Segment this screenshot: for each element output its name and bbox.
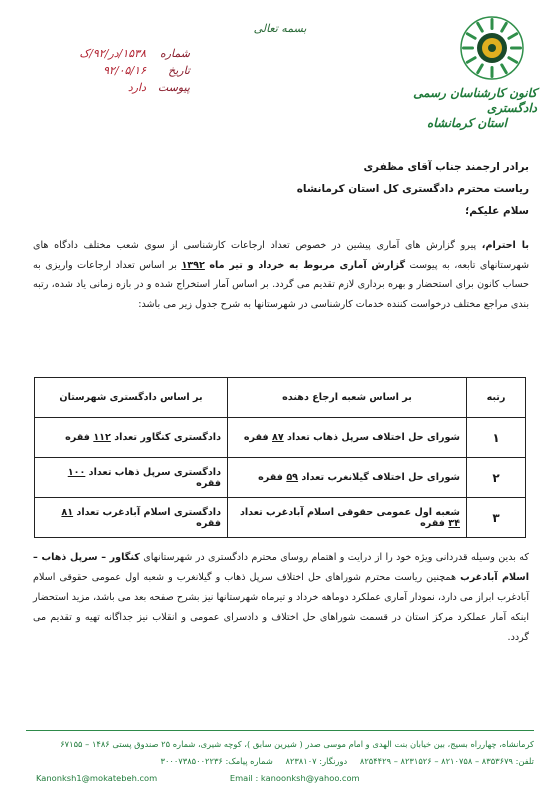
meta-number-value: ۱۵۳۸/در/۹۲/ک — [79, 47, 146, 60]
footer-online — [26, 772, 534, 784]
meta-date-row — [40, 62, 190, 79]
addressee-title: ریاست محترم دادگستری کل استان کرمانشاه — [296, 183, 529, 195]
meta-attach-label: پیوست — [157, 81, 190, 94]
body-paragraph-2 — [33, 548, 529, 648]
county-text: دادگستری اسلام آبادغرب تعداد — [73, 506, 221, 518]
footer-address: کرمانشاه، چهارراه بسیج، بین خیابان بنت الهدی و امام موسی صدر ( شیرین سابق )، کوچه شیری، شماره ۲۵ صندوق پستی ۱۴۸۶ – ۶۷۱۵۵ — [60, 739, 534, 749]
footer-contacts — [26, 755, 534, 767]
meta-date-label: تاریخ — [168, 64, 190, 77]
footer-sms: شماره پیامک: ۳۰۰۰۷۳۸۵۰۰۲۲۳۶ — [160, 756, 273, 766]
para2-counties: کنگاور – سرپل ذهاب –اسلام آبادغرب — [33, 552, 529, 583]
branch-unit: فقره — [258, 472, 287, 483]
county-cell — [35, 418, 228, 458]
footer-website[interactable]: Kanonksh1@mokatebeh.com — [36, 773, 158, 783]
org-name-line2: استان کرمانشاه — [426, 116, 507, 130]
county-text: دادگستری کنگاور تعداد — [110, 432, 221, 443]
bismillah-heading: بسمه تعالی — [253, 22, 307, 35]
county-unit: فقره — [196, 517, 221, 529]
addressee-name: برادر ارجمند جناب آقای مظفری — [363, 161, 529, 173]
branch-count: ۸۷ — [272, 432, 284, 443]
county-cell — [35, 458, 228, 498]
meta-number-row — [40, 45, 190, 62]
county-unit: فقره — [196, 477, 221, 489]
county-count: ۱۱۲ — [93, 432, 111, 443]
footer-phone: تلفن: ۸۳۵۳۶۷۹ – ۸۲۱۰۷۵۸ – ۸۲۳۱۵۲۶ – ۸۲۵۴۴۲۹ — [359, 756, 534, 766]
county-text: دادگستری سرپل ذهاب تعداد — [85, 466, 221, 478]
table-header-row — [35, 378, 526, 418]
report-period: گزارش آماری مربوط به خرداد و تیر ماه — [209, 259, 406, 271]
table-row — [35, 458, 526, 498]
county-count: ۱۰۰ — [67, 466, 86, 478]
sun-emblem-icon — [458, 14, 526, 82]
footer-fax: دورنگار: ۸۲۳۸۱۰۷ — [285, 756, 348, 766]
branch-text: شورای حل اختلاف سرپل ذهاب تعداد — [283, 432, 460, 443]
branch-cell — [228, 418, 467, 458]
greeting-intro: با احترام، — [481, 240, 529, 251]
footer-email[interactable]: Email : kanoonksh@yahoo.com — [229, 773, 360, 783]
salutation: سلام علیکم؛ — [465, 205, 529, 217]
table-row — [35, 418, 526, 458]
para1-text-1: پیرو گزارش های آماری پیشین در خصوص تعداد ارجاعات کارشناسی از سوی شعب مختلف دادگاه های شهرستانهای تابعه، به پیوست — [33, 240, 529, 271]
meta-attach-value: دارد — [127, 81, 146, 94]
para2-text-1: که بدین وسیله قدردانی ویژه خود را از درایت و اهتمام روسای محترم دادگستری در شهرستانهای — [139, 552, 529, 563]
branch-count: ۵۹ — [286, 472, 299, 483]
footer-divider — [26, 730, 534, 731]
body-paragraph-1 — [33, 236, 529, 314]
branch-unit: فقره — [420, 517, 449, 529]
para1-text-2: بر اساس تعداد ارجاعات واریزی به حساب کانون برای استحضار و بهره برداری لازم تقدیم می گردد. بر اساس آمار استخراج شده و در بازه زمانی یاد شده، رتبه بندی مراجع مختلف درخواست کننده خدمات کارشناسی در شهرستانها به شرح جدول زیر می باشد: — [33, 259, 529, 310]
branch-cell — [228, 498, 467, 538]
header-branch: بر اساس شعبه ارجاع دهنده — [228, 378, 467, 418]
org-name-line1: کانون کارشناسان رسمی دادگستری — [413, 86, 537, 115]
branch-count: ۳۴ — [448, 517, 460, 529]
header-rank: رتبه — [467, 378, 526, 418]
report-year: ۱۳۹۲ — [181, 259, 205, 271]
rank-cell: ۲ — [467, 458, 526, 498]
branch-cell — [228, 458, 467, 498]
branch-text: شعبه اول عمومی حقوقی اسلام آبادغرب تعداد — [239, 506, 460, 518]
letter-meta — [40, 45, 190, 96]
county-cell — [35, 498, 228, 538]
addressee-block — [69, 156, 529, 222]
ranking-table — [34, 377, 526, 538]
branch-unit: فقره — [243, 432, 272, 443]
county-count: ۸۱ — [61, 506, 74, 518]
rank-cell: ۱ — [467, 418, 526, 458]
meta-attach-row — [40, 79, 190, 96]
county-unit: فقره — [65, 432, 94, 443]
rank-cell: ۳ — [467, 498, 526, 538]
table-row — [35, 498, 526, 538]
meta-number-label: شماره — [159, 47, 190, 60]
organization-name — [387, 86, 537, 131]
branch-text: شورای حل اختلاف گیلانغرب تعداد — [298, 472, 460, 483]
meta-date-value: ۹۲/۰۵/۱۶ — [103, 64, 146, 77]
para2-text-2: همچنین ریاست محترم شوراهای حل اختلاف سرپل ذهاب و گیلانغرب و شعبه اول عمومی حقوقی اسلام آبادغرب ابراز می دارد، نمودار آماری عملکرد دوماهه خرداد و تیرماه شهرستانها نیز بشرح صفحه بعد می باشد، مزید استحضار اینکه آمار عملکرد مرکز استان در قسمت شوراهای حل اختلاف و دادسرای عمومی و انقلاب نیز جداگانه تهیه و تقدیم می گردد. — [33, 572, 529, 643]
header-county: بر اساس دادگستری شهرستان — [35, 378, 228, 418]
